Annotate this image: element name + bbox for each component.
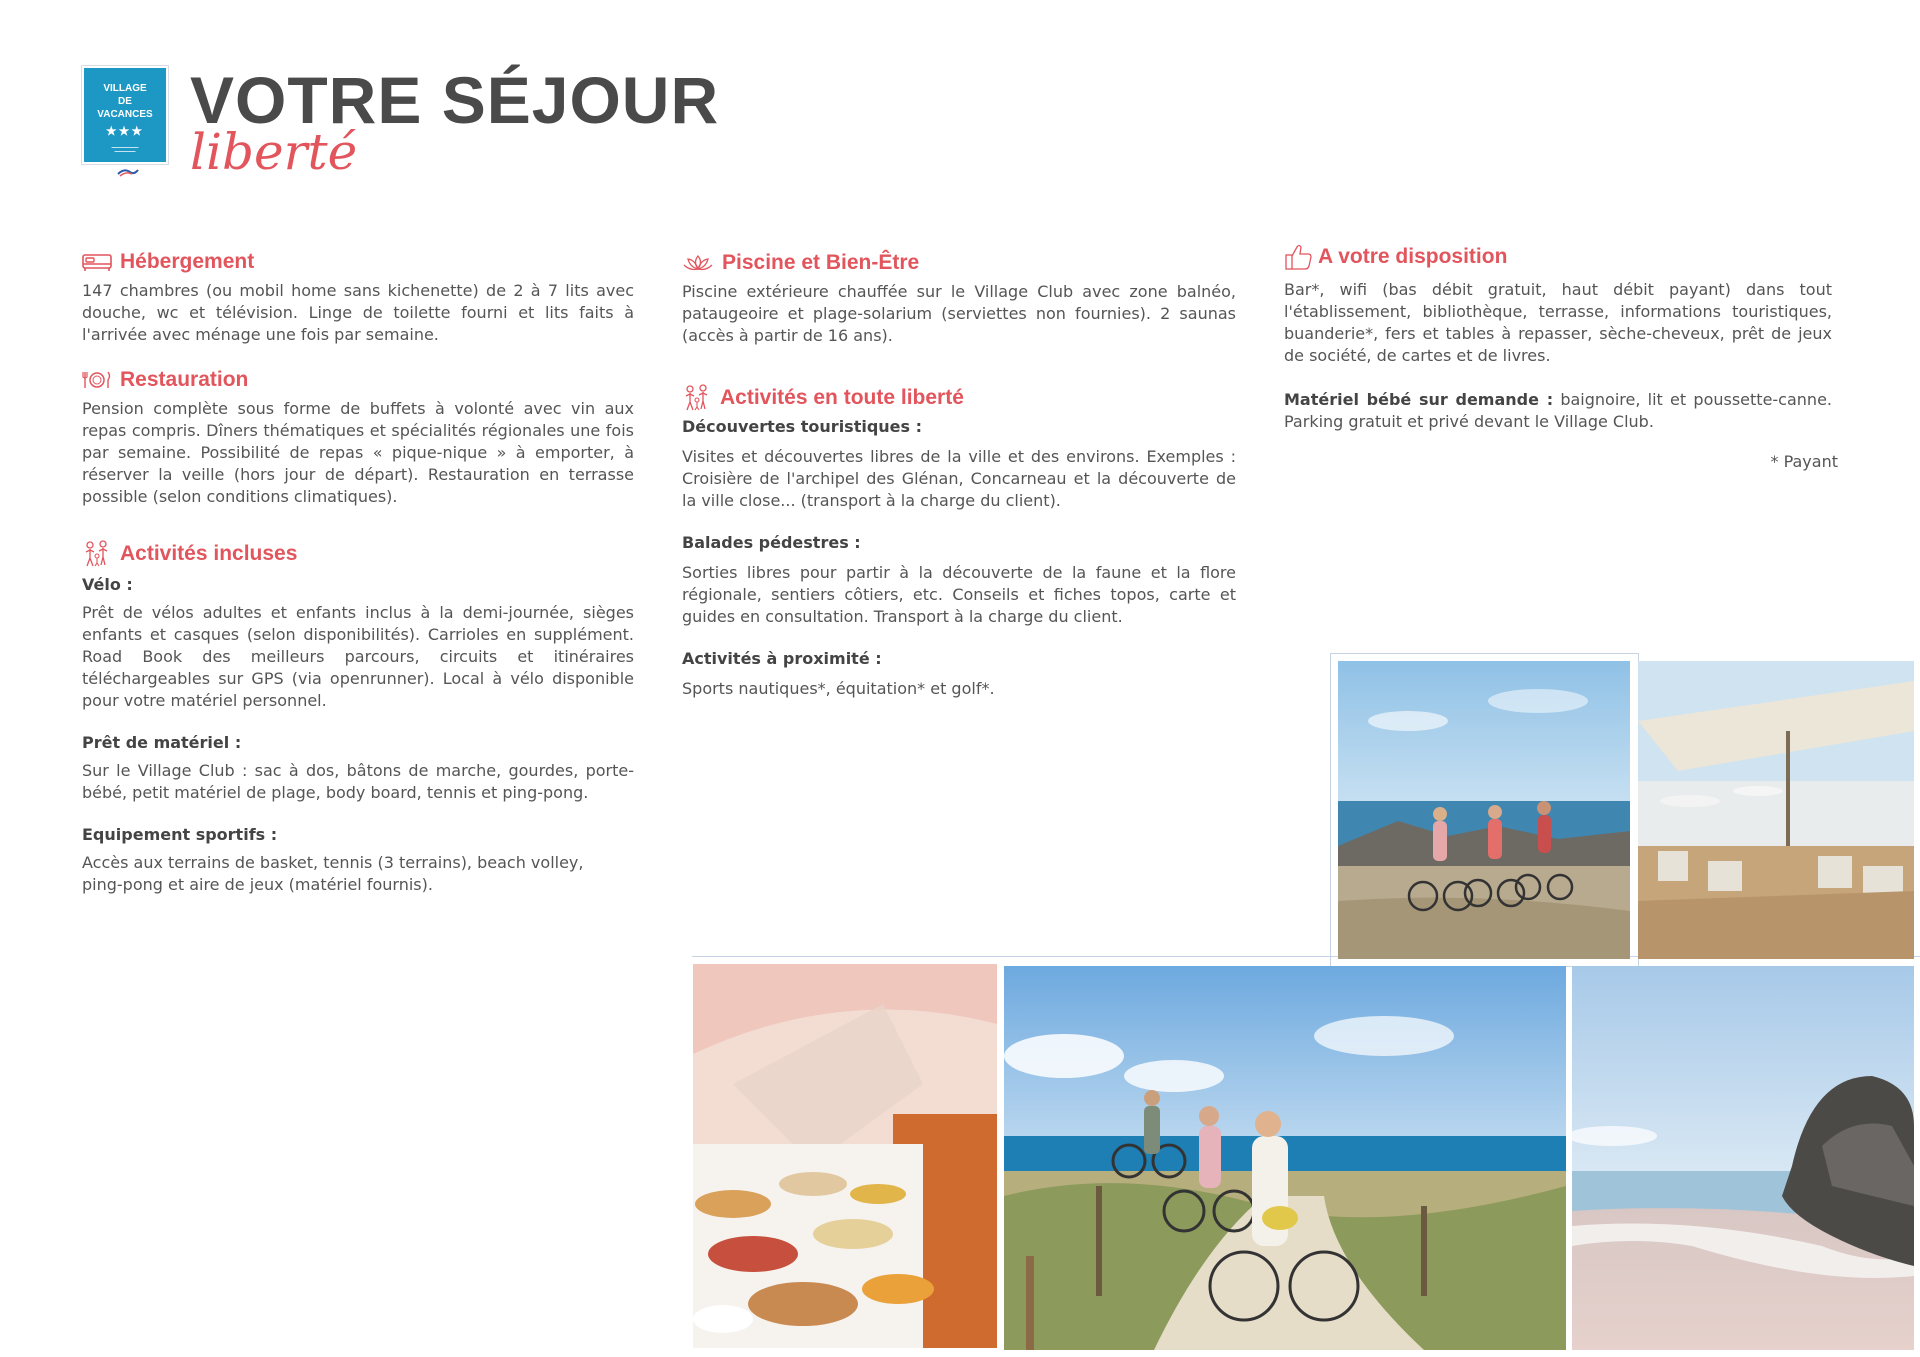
lotus-icon bbox=[682, 253, 714, 273]
section-disposition bbox=[1284, 243, 1832, 433]
village-vacances-badge bbox=[82, 66, 168, 164]
decouvertes-label: Découvertes touristiques : bbox=[682, 417, 923, 436]
pret-text: Sur le Village Club : sac à dos, bâtons de marche, gourdes, porte-bébé, petit matériel de plage, body board, tennis et ping-pong. bbox=[82, 761, 634, 802]
page-title: VOTRE SÉJOUR bbox=[190, 63, 720, 137]
section-piscine bbox=[682, 249, 1236, 347]
bebe-label: Matériel bébé sur demande : bbox=[1284, 390, 1554, 409]
badge-line-1: VILLAGE bbox=[103, 83, 147, 94]
plate-cutlery-icon bbox=[82, 369, 112, 391]
payant-note: * Payant bbox=[1770, 452, 1838, 471]
section-text: Pension complète sous forme de buffets à volonté avec vin aux repas compris. Dîners thématiques et spécialités régionales une fois par semaine. Possibilité de repas « pique-nique » à emporter, à réserver la veille (hors jour de départ). Restauration en terrasse possible (selon conditions climatiques). bbox=[82, 399, 634, 506]
equipement-text: Accès aux terrains de basket, tennis (3 terrains), beach volley, ping-pong et aire de jeux (matériel fournis). bbox=[82, 853, 584, 894]
section-hebergement bbox=[82, 248, 634, 346]
pret-label: Prêt de matériel : bbox=[82, 733, 242, 752]
section-title: Activités incluses bbox=[120, 542, 298, 565]
section-title: Activités en toute liberté bbox=[720, 386, 964, 409]
proximite-text: Sports nautiques*, équitation* et golf*. bbox=[682, 679, 995, 698]
photo-buffet bbox=[693, 964, 997, 1348]
thumbs-up-icon bbox=[1284, 243, 1314, 271]
badge-stars: ★★★ bbox=[105, 124, 145, 138]
badge-line-2: DE bbox=[118, 96, 132, 107]
section-title: A votre disposition bbox=[1318, 245, 1508, 268]
family-icon bbox=[82, 540, 112, 568]
section-restauration bbox=[82, 366, 634, 508]
decouvertes-text: Visites et découvertes libres de la ville et des environs. Exemples : Croisière de l'archipel des Glénan, Concarneau et la découverte de la ville close... (transport à la charge du client). bbox=[682, 447, 1236, 510]
section-activites-incluses bbox=[82, 540, 634, 896]
badge-fine-print: ▬▬▬▬▬▬▬▬▬ ▬▬▬▬▬▬▬ bbox=[111, 145, 139, 153]
equipement-label: Equipement sportifs : bbox=[82, 825, 278, 844]
section-title: Piscine et Bien-Être bbox=[722, 251, 920, 274]
section-activites-liberte bbox=[682, 384, 1236, 700]
page-subtitle: liberté bbox=[190, 123, 358, 181]
proximite-label: Activités à proximité : bbox=[682, 649, 882, 668]
balades-text: Sorties libres pour partir à la découverte de la faune et la flore régionale, sentiers côtiers, etc. Conseils et fiches topos, carte et guides en consultation. Transport à la charge du client. bbox=[682, 563, 1236, 626]
section-text: Piscine extérieure chauffée sur le Village Club avec zone balnéo, pataugeoire et plage-solarium (serviettes non fournies). 2 saunas (accès à partir de 16 ans). bbox=[682, 282, 1236, 345]
section-title: Hébergement bbox=[120, 250, 255, 273]
bebe-detail: baignoire, lit et poussette-canne. Parking gratuit et privé devant le Village Club. bbox=[1284, 390, 1832, 431]
family-icon bbox=[682, 384, 712, 412]
velo-label: Vélo : bbox=[82, 575, 133, 594]
photo-beach-rocks bbox=[1572, 966, 1914, 1350]
photo-cyclists-coast bbox=[1338, 661, 1630, 959]
section-text: Bar*, wifi (bas débit gratuit, haut débit payant) dans tout l'établissement, bibliothèque, terrasse, informations touristiques, buanderie*, fers et tables à repasser, sèche-cheveux, prêt de jeux de société, de cartes et de livres. bbox=[1284, 280, 1832, 365]
photo-dune-cyclists bbox=[1004, 966, 1566, 1350]
bebe-text bbox=[1284, 389, 1832, 433]
balades-label: Balades pédestres : bbox=[682, 533, 861, 552]
flag-logo-icon bbox=[116, 167, 140, 177]
bed-icon bbox=[82, 252, 112, 272]
section-title: Restauration bbox=[120, 368, 249, 391]
section-text: 147 chambres (ou mobil home sans kichenette) de 2 à 7 lits avec douche, wc et télévision. Linge de toilette fourni et lits faits à l'arrivée avec ménage une fois par semaine. bbox=[82, 281, 634, 344]
photo-terrace-umbrellas bbox=[1638, 661, 1914, 959]
badge-line-3: VACANCES bbox=[97, 109, 153, 120]
velo-text: Prêt de vélos adultes et enfants inclus à la demi-journée, sièges enfants et casques (selon disponibilités). Carrioles en supplément. Road Book des meilleurs parcours, circuits et itinéraires téléchargeables sur GPS (via openrunner). Local à vélo disponible pour votre matériel personnel. bbox=[82, 603, 634, 710]
